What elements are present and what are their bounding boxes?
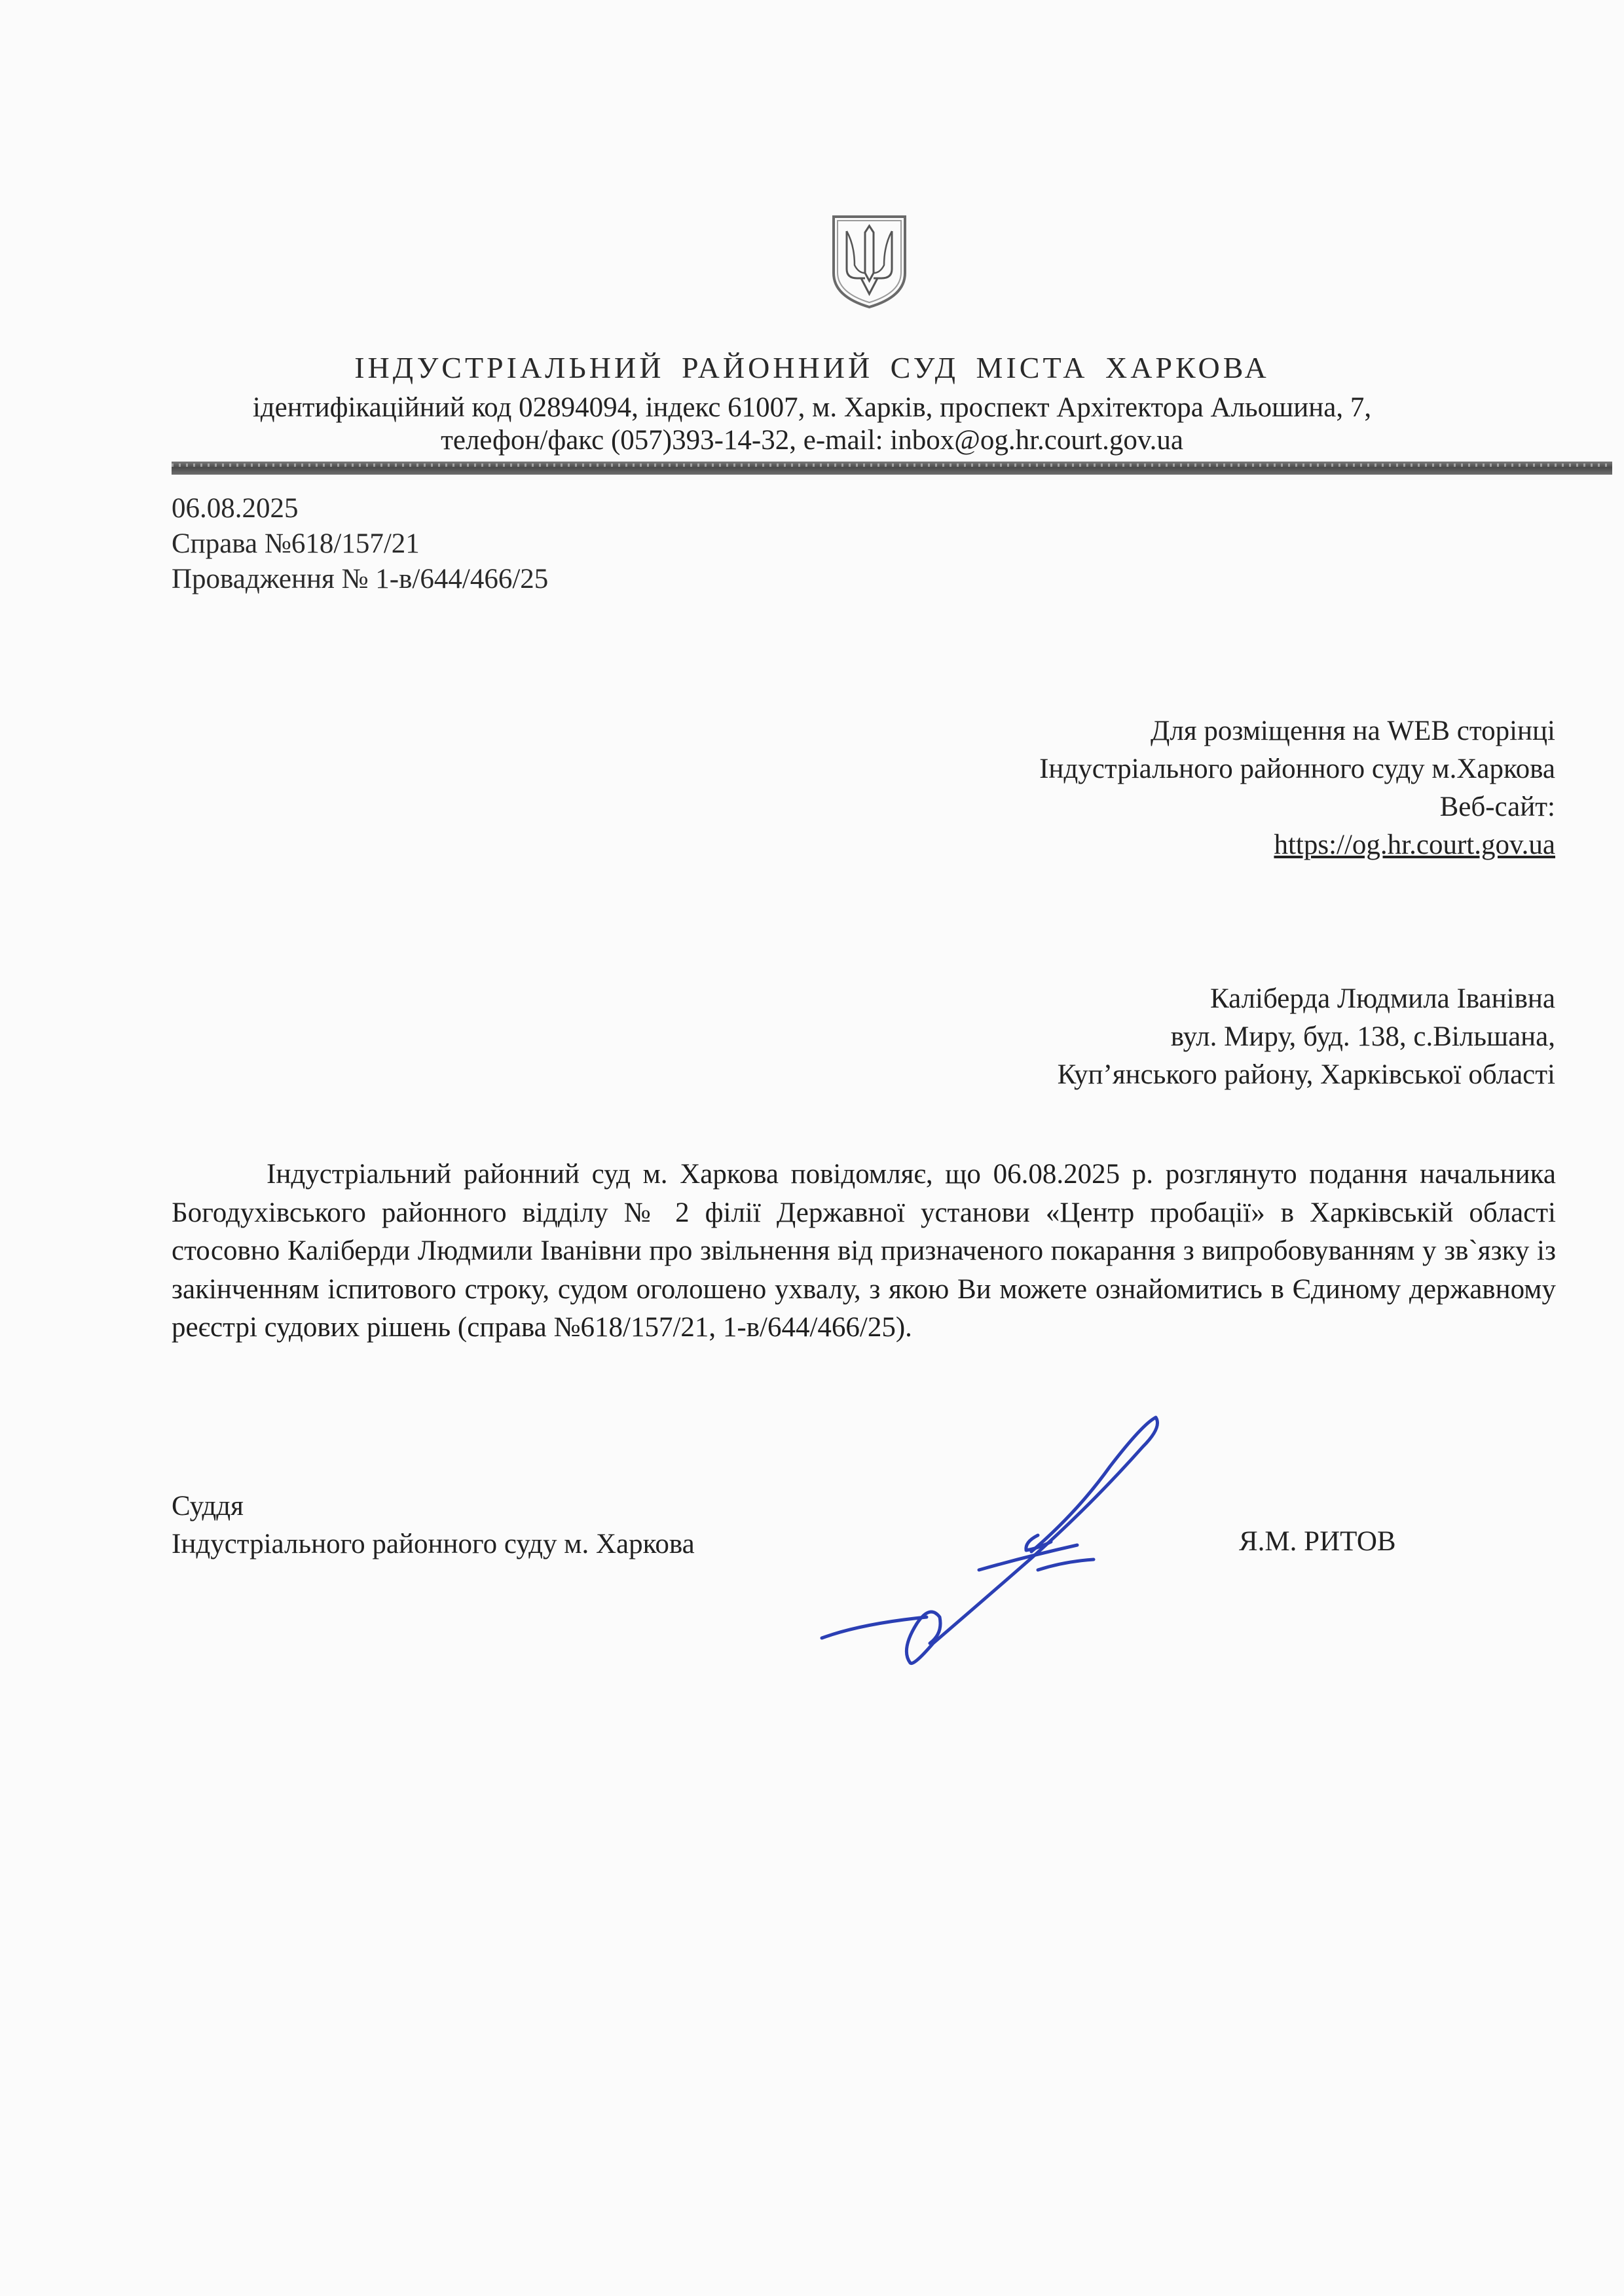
judge-title: Суддя	[172, 1491, 244, 1522]
signature-block	[172, 1487, 695, 1563]
addressee-block	[769, 980, 1555, 1094]
document-date: 06.08.2025	[172, 493, 299, 524]
proceeding-number: Провадження № 1-в/644/466/25	[172, 564, 549, 594]
addressee-name: Каліберда Людмила Іванівна	[1209, 983, 1555, 1014]
web-placement-line1: Для розміщення на WEB сторінці	[1151, 716, 1555, 746]
notice-paragraph	[172, 1156, 1556, 1347]
web-placement-block	[769, 712, 1555, 864]
court-details-line: ідентифікаційний код 02894094, індекс 61007, м. Харків, проспект Архітектора Альошина, 7,	[252, 392, 1372, 423]
header-divider	[172, 462, 1612, 475]
web-placement-line2: Індустріального районного суду м.Харкова	[1039, 754, 1555, 784]
court-contact-line: телефон/факс (057)393-14-32, e-mail: inbox@og.hr.court.gov.ua	[441, 425, 1183, 456]
notice-text: Індустріальний районний суд м. Харкова повідомляє, що 06.08.2025 р. розглянуто подання начальника Богодухівського районного відділу № 2 філії Державної установи «Центр пробації» в Харківській області стосовно Каліберди Людмили Іванівни про звільнення від призначеного покарання з випробовуванням у зв`язку із закінченням іспитового строку, судом оголошено ухвалу, з якою Ви можете ознайомитись в Єдиному державному реєстрі судових рішень (справа №618/157/21, 1-в/644/466/25).	[172, 1159, 1556, 1343]
trident-coat-of-arms-icon	[828, 213, 910, 310]
judge-court: Індустріального районного суду м. Харкова	[172, 1529, 695, 1559]
website-link[interactable]: https://og.hr.court.gov.ua	[1274, 829, 1555, 860]
case-number: Справа №618/157/21	[172, 528, 420, 559]
addressee-region: Куп’янського району, Харківської області	[1057, 1059, 1555, 1090]
website-label: Веб-сайт:	[1439, 792, 1555, 822]
handwritten-signature	[815, 1408, 1195, 1683]
addressee-street: вул. Миру, буд. 138, с.Вільшана,	[1170, 1021, 1555, 1052]
judge-name: Я.М. РИТОВ	[1239, 1526, 1396, 1557]
court-name: ІНДУСТРІАЛЬНИЙ РАЙОННИЙ СУД МІСТА ХАРКОВА	[354, 351, 1270, 384]
